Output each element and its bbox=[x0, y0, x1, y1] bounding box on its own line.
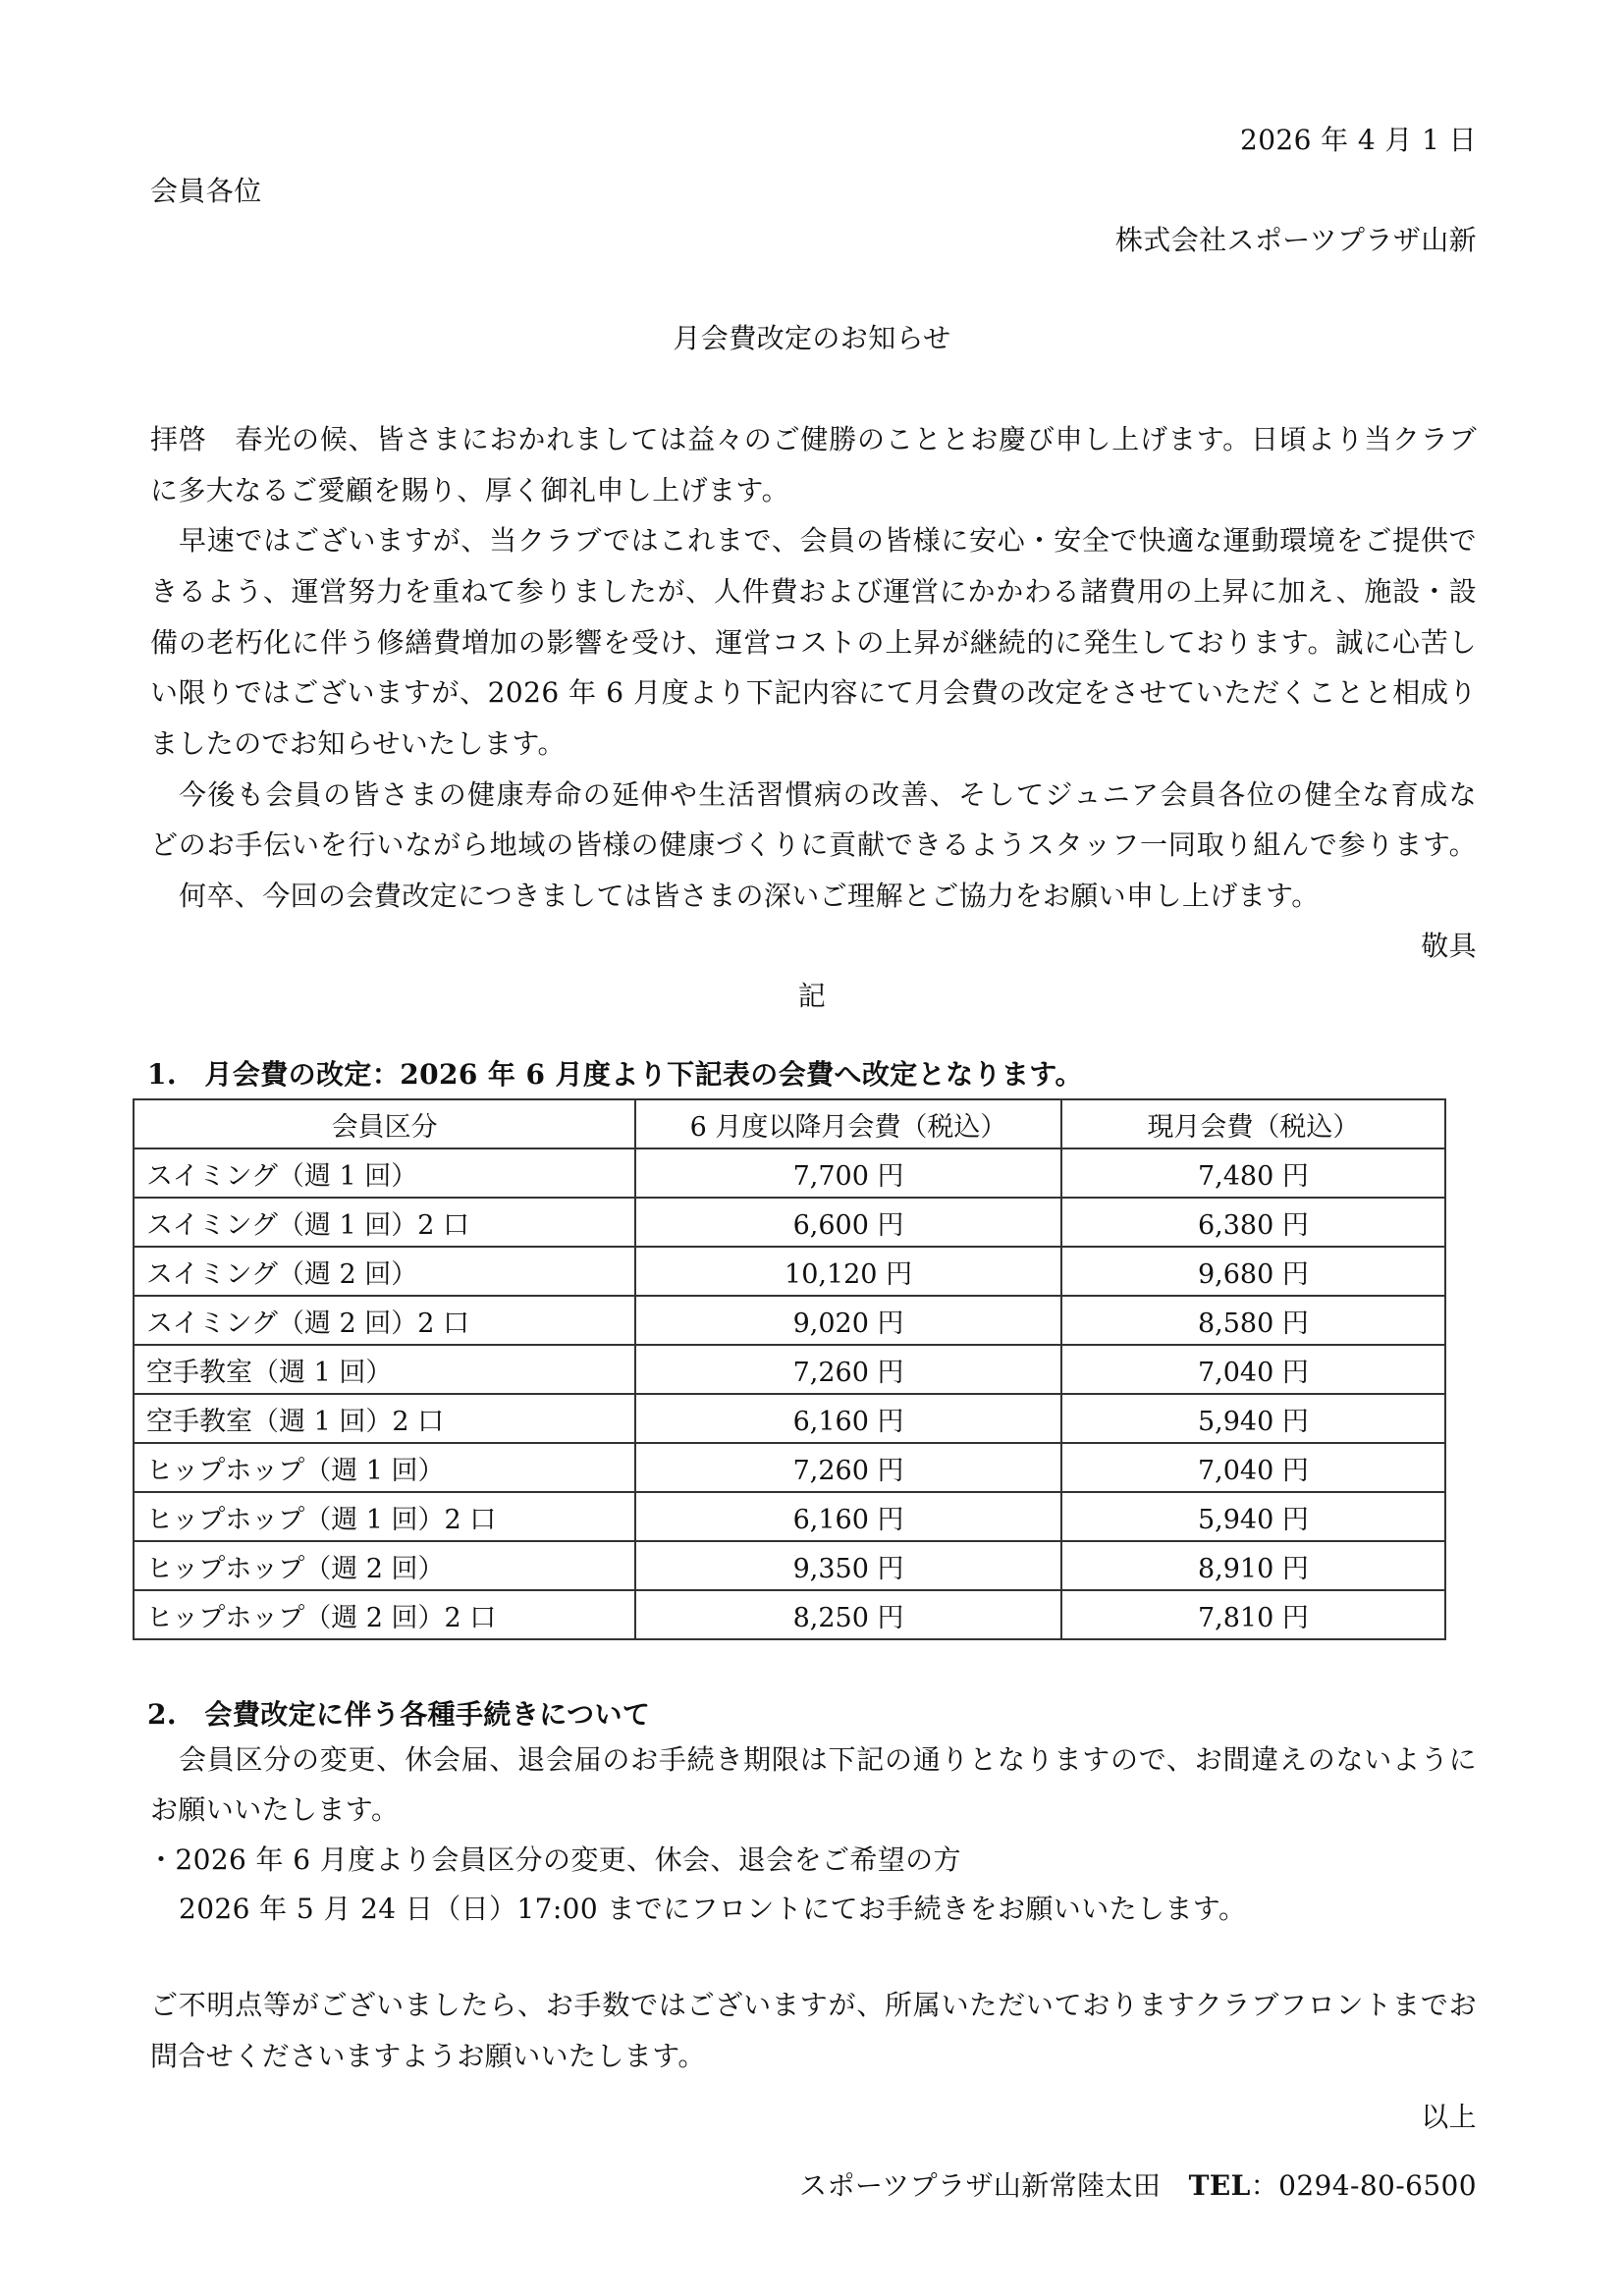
new-fee: 7,260 円 bbox=[635, 1443, 1061, 1492]
sender-company: 株式会社スポーツプラザ山新 bbox=[1114, 224, 1477, 256]
contact-line bbox=[147, 2168, 1477, 2204]
current-fee: 7,040 円 bbox=[1061, 1443, 1445, 1492]
table-row bbox=[134, 1247, 1445, 1296]
body-line: 拝啓 春光の候、皆さまにおかれましては益々のご健勝のこととお慶び申し上げます。日頃より当クラブ bbox=[150, 423, 1477, 455]
body-line: きるよう、運営努力を重ねて参りましたが、人件費および運営にかかわる諸費用の上昇に加え、施設・設 bbox=[150, 575, 1477, 608]
current-fee: 8,910 円 bbox=[1061, 1541, 1445, 1590]
procedure-line: お願いいたします。 bbox=[150, 1793, 400, 1826]
membership-category: 空手教室（週 1 回）2 口 bbox=[134, 1394, 635, 1443]
current-fee: 5,940 円 bbox=[1061, 1394, 1445, 1443]
membership-category: スイミング（週 2 回）2 口 bbox=[134, 1296, 635, 1345]
closing-keigu: 敬具 bbox=[1421, 930, 1477, 962]
current-fee: 7,480 円 bbox=[1061, 1148, 1445, 1198]
closing-ijou: 以上 bbox=[1421, 2101, 1477, 2133]
ki-marker: 記 bbox=[797, 980, 827, 1012]
procedure-deadline: 2026 年 5 月 24 日（日）17:00 までにフロントにてお手続きをお願いいたします。 bbox=[179, 1893, 1247, 1925]
document-date: 2026 年 4 月 1 日 bbox=[1240, 124, 1477, 156]
tel-label: TEL bbox=[1188, 2169, 1251, 2202]
current-fee: 7,810 円 bbox=[1061, 1590, 1445, 1639]
section2-heading: 2. 会費改定に伴う各種手続きについて bbox=[147, 1698, 651, 1731]
section1-heading: 1. 月会費の改定：2026 年 6 月度より下記表の会費へ改定となります。 bbox=[147, 1058, 1083, 1091]
column-header-new-fee: 6 月度以降月会費（税込） bbox=[635, 1099, 1061, 1148]
body-line: 今後も会員の皆さまの健康寿命の延伸や生活習慣病の改善、そしてジュニア会員各位の健全な育成な bbox=[179, 778, 1477, 811]
inquiry-line: ご不明点等がございましたら、お手数ではございますが、所属いただいておりますクラブフロントまでお bbox=[150, 1989, 1477, 2021]
membership-category: スイミング（週 1 回） bbox=[134, 1148, 635, 1198]
new-fee: 9,350 円 bbox=[635, 1541, 1061, 1590]
phone-number: ：0294-80-6500 bbox=[1250, 2169, 1477, 2202]
current-fee: 7,040 円 bbox=[1061, 1345, 1445, 1394]
new-fee: 6,160 円 bbox=[635, 1394, 1061, 1443]
membership-category: ヒップホップ（週 2 回） bbox=[134, 1541, 635, 1590]
body-line: い限りではございますが、2026 年 6 月度より下記内容にて月会費の改定をさせていただくことと相成り bbox=[150, 676, 1477, 709]
membership-category: ヒップホップ（週 1 回）2 口 bbox=[134, 1492, 635, 1541]
new-fee: 6,600 円 bbox=[635, 1198, 1061, 1247]
new-fee: 10,120 円 bbox=[635, 1247, 1061, 1296]
table-row bbox=[134, 1541, 1445, 1590]
body-line: 備の老朽化に伴う修繕費増加の影響を受け、運営コストの上昇が継続的に発生しております。誠に心苦し bbox=[150, 626, 1477, 659]
club-name: スポーツプラザ山新常陸太田 bbox=[799, 2169, 1189, 2202]
table-row bbox=[134, 1198, 1445, 1247]
body-line: どのお手伝いを行いながら地域の皆様の健康づくりに貢献できるようスタッフ一同取り組んで参ります。 bbox=[150, 828, 1477, 861]
current-fee: 6,380 円 bbox=[1061, 1198, 1445, 1247]
body-line: 早速ではございますが、当クラブではこれまで、会員の皆様に安心・安全で快適な運動環境をご提供で bbox=[179, 524, 1477, 557]
new-fee: 6,160 円 bbox=[635, 1492, 1061, 1541]
table-row bbox=[134, 1590, 1445, 1639]
membership-category: ヒップホップ（週 2 回）2 口 bbox=[134, 1590, 635, 1639]
membership-category: 空手教室（週 1 回） bbox=[134, 1345, 635, 1394]
body-line: ましたのでお知らせいたします。 bbox=[150, 727, 566, 760]
table-row bbox=[134, 1148, 1445, 1198]
inquiry-line: 問合せくださいますようお願いいたします。 bbox=[150, 2040, 706, 2072]
membership-category: スイミング（週 1 回）2 口 bbox=[134, 1198, 635, 1247]
column-header-current-fee: 現月会費（税込） bbox=[1061, 1099, 1445, 1148]
body-line: に多大なるご愛顧を賜り、厚く御礼申し上げます。 bbox=[150, 474, 789, 507]
new-fee: 7,260 円 bbox=[635, 1345, 1061, 1394]
table-row bbox=[134, 1394, 1445, 1443]
fee-table bbox=[133, 1098, 1446, 1640]
membership-category: ヒップホップ（週 1 回） bbox=[134, 1443, 635, 1492]
new-fee: 8,250 円 bbox=[635, 1590, 1061, 1639]
new-fee: 7,700 円 bbox=[635, 1148, 1061, 1198]
procedure-bullet: ・2026 年 6 月度より会員区分の変更、休会、退会をご希望の方 bbox=[147, 1843, 961, 1876]
recipient: 会員各位 bbox=[150, 175, 262, 207]
column-header-category: 会員区分 bbox=[134, 1099, 635, 1148]
table-header-row bbox=[134, 1099, 1445, 1148]
procedure-line: 会員区分の変更、休会届、退会届のお手続き期限は下記の通りとなりますので、お間違えのないように bbox=[179, 1743, 1477, 1776]
table-row bbox=[134, 1296, 1445, 1345]
table-row bbox=[134, 1492, 1445, 1541]
body-line: 何卒、今回の会費改定につきましては皆さまの深いご理解とご協力をお願い申し上げます。 bbox=[179, 880, 1320, 912]
current-fee: 8,580 円 bbox=[1061, 1296, 1445, 1345]
page-title: 月会費改定のお知らせ bbox=[673, 322, 951, 354]
current-fee: 9,680 円 bbox=[1061, 1247, 1445, 1296]
membership-category: スイミング（週 2 回） bbox=[134, 1247, 635, 1296]
table-row bbox=[134, 1443, 1445, 1492]
table-row bbox=[134, 1345, 1445, 1394]
current-fee: 5,940 円 bbox=[1061, 1492, 1445, 1541]
new-fee: 9,020 円 bbox=[635, 1296, 1061, 1345]
